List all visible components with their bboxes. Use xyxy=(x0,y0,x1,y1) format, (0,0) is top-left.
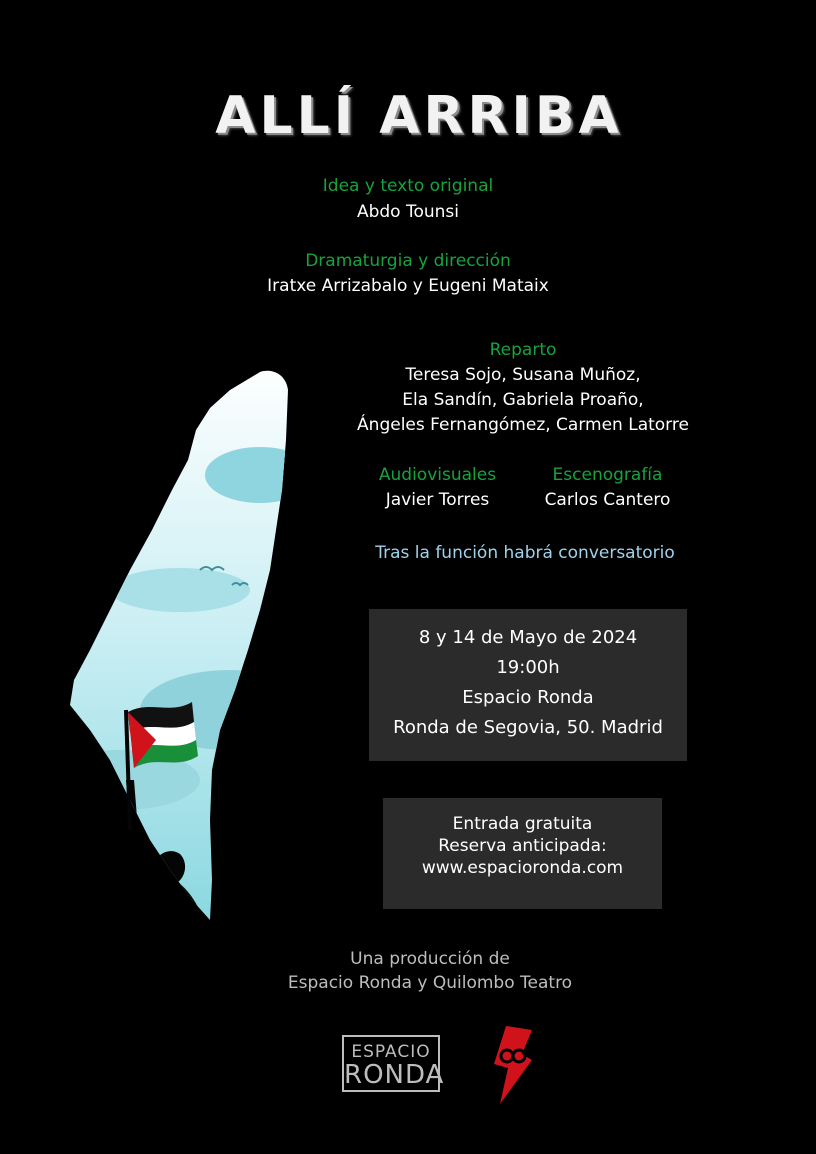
audiovisual-name: Javier Torres xyxy=(385,490,490,510)
cast-line: Ángeles Fernangómez, Carmen Latorre xyxy=(357,415,689,435)
tickets-free: Entrada gratuita xyxy=(452,814,593,834)
direction-label: Dramaturgia y dirección xyxy=(305,251,511,271)
show-title: ALLÍ ARRIBA xyxy=(215,86,623,146)
set-design-name: Carlos Cantero xyxy=(544,490,671,510)
espacio-ronda-logo-bottom: RONDA xyxy=(344,1060,445,1090)
set-design-label: Escenografía xyxy=(552,465,663,485)
event-info-box xyxy=(369,609,687,761)
tickets-reservation: Reserva anticipada: xyxy=(438,836,607,856)
espacio-ronda-logo-top: ESPACIO xyxy=(351,1042,431,1062)
event-address: Ronda de Segovia, 50. Madrid xyxy=(393,717,663,738)
production-companies: Espacio Ronda y Quilombo Teatro xyxy=(287,973,573,993)
post-show-note: Tras la función habrá conversatorio xyxy=(375,543,675,563)
event-dates: 8 y 14 de Mayo de 2024 xyxy=(418,627,638,648)
cast-label: Reparto xyxy=(489,340,557,360)
flag-icon xyxy=(128,702,198,768)
idea-name: Abdo Tounsi xyxy=(356,202,460,222)
cast-line: Ela Sandín, Gabriela Proaño, xyxy=(402,390,644,410)
idea-label: Idea y texto original xyxy=(322,176,494,196)
quilombo-teatro-logo xyxy=(488,1024,536,1106)
cast-line: Teresa Sojo, Susana Muñoz, xyxy=(405,365,641,385)
audiovisual-label: Audiovisuales xyxy=(378,465,497,485)
tickets-box xyxy=(383,798,662,909)
palestine-map-illustration xyxy=(60,360,300,980)
event-venue: Espacio Ronda xyxy=(462,687,594,708)
tickets-url[interactable]: www.espacioronda.com xyxy=(421,858,624,878)
event-time: 19:00h xyxy=(496,657,560,678)
espacio-ronda-logo xyxy=(342,1035,445,1092)
direction-names: Iratxe Arrizabalo y Eugeni Mataix xyxy=(267,276,549,296)
production-label: Una producción de xyxy=(350,949,510,969)
